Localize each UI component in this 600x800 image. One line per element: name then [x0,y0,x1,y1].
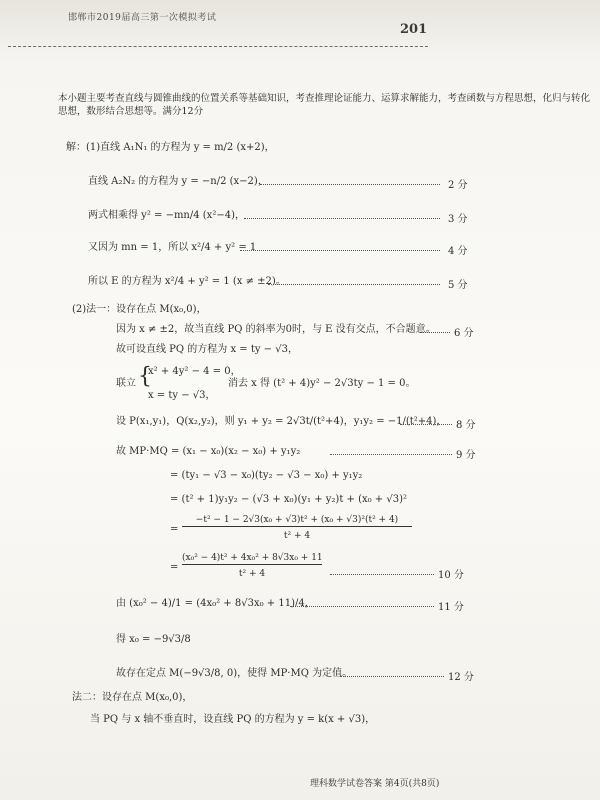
dot-leader [330,454,452,455]
p2-line10: 得 x₀ = −9√3/8 [116,634,191,645]
dot-leader [330,574,434,575]
dot-leader [400,424,452,425]
p2-line6: = (t² + 1)y₁y₂ − (√3 + x₀)(y₁ + y₂)t + (x₀ + √3)² [170,494,408,505]
score-2: 2 分 [448,180,468,191]
score-10: 10 分 [438,570,464,581]
p1-line2: 直线 A₂N₂ 的方程为 y = −n/2 (x−2)， [88,176,268,187]
system-brace: { [138,364,152,389]
score-11: 11 分 [438,602,464,613]
p2-line8-den: t² + 4 [238,569,266,579]
p2-line2: 故可设直线 PQ 的方程为 x = ty − √3， [116,344,298,355]
score-9: 9 分 [456,450,476,461]
score-5: 5 分 [448,280,468,291]
p1-line5: 所以 E 的方程为 x²/4 + y² = 1 (x ≠ ±2)。 [88,276,286,287]
score-4: 4 分 [448,246,468,257]
method1-heading: (2)法一：设存在点 M(x₀,0)， [72,304,207,315]
dot-leader [260,184,440,185]
score-6: 6 分 [454,328,474,339]
page-footer: 理科数学试卷答案 第4页(共8页) [310,779,440,789]
p2-line4: 故 MP·MQ = (x₁ − x₀)(x₂ − x₀) + y₁y₂ [116,446,301,457]
p2-line5: = (ty₁ − √3 − x₀)(ty₂ − √3 − x₀) + y₁y₂ [170,470,363,481]
p2-line9: 由 (x₀² − 4)/1 = (4x₀² + 8√3x₀ + 11)/4， [116,598,315,609]
method2-heading: 法二：设存在点 M(x₀,0)， [72,692,193,703]
score-12: 12 分 [448,672,474,683]
p2-line3: 设 P(x₁,y₁)，Q(x₂,y₂)，则 y₁ + y₂ = 2√3t/(t²+4)，y₁y₂ = −1/(t²+4)， [116,416,447,427]
p1-line4: 又因为 mn = 1，所以 x²/4 + y² = 1 [88,242,257,253]
score-3: 3 分 [448,214,468,225]
header-rule [8,46,428,47]
page-header [0,0,600,52]
score-8: 8 分 [456,420,476,431]
system-eq1: x² + 4y² − 4 = 0， [148,366,241,377]
intro-text: 本小题主要考查直线与圆锥曲线的位置关系等基础知识，考查推理论证能力、运算求解能力，考查函数与方程思想，化归与转化思想，数形结合思想等。满分12分 [58,93,591,117]
dot-leader [340,676,444,677]
lianli-label: 联立 [116,378,136,389]
dot-leader [268,284,440,285]
dot-leader [240,250,440,251]
header-year: 201 [400,22,428,37]
p2-line1: 因为 x ≠ ±2，故当直线 PQ 的斜率为0时，与 E 没有交点，不合题意。 [116,324,436,335]
p2-line7-den: t² + 4 [283,531,311,541]
p2-line11: 故存在定点 M(−9√3/8, 0)，使得 MP·MQ 为定值。 [116,668,353,679]
dot-leader [244,218,440,219]
elimination-text: 消去 x 得 (t² + 4)y² − 2√3ty − 1 = 0。 [228,378,416,389]
header-title: 邯郸市2019届高三第一次模拟考试 [68,13,217,23]
dot-leader [290,606,434,607]
p2-line8-eq: = [170,562,179,573]
p2-line8-num: (x₀² − 4)t² + 4x₀² + 8√3x₀ + 11 [182,553,323,563]
p2-line7-eq: = [170,524,179,535]
dot-leader [420,332,450,333]
p1-line1: 解：(1)直线 A₁N₁ 的方程为 y = m/2 (x+2)， [66,142,275,153]
system-eq2: x = ty − √3， [148,390,216,401]
p2-line12: 当 PQ 与 x 轴不垂直时，设直线 PQ 的方程为 y = k(x + √3)， [90,714,376,725]
p1-line3: 两式相乘得 y² = −mn/4 (x²−4)， [88,210,245,221]
p2-line7-num: −t² − 1 − 2√3(x₀ + √3)t² + (x₀ + √3)²(t² + 4) [182,514,412,527]
